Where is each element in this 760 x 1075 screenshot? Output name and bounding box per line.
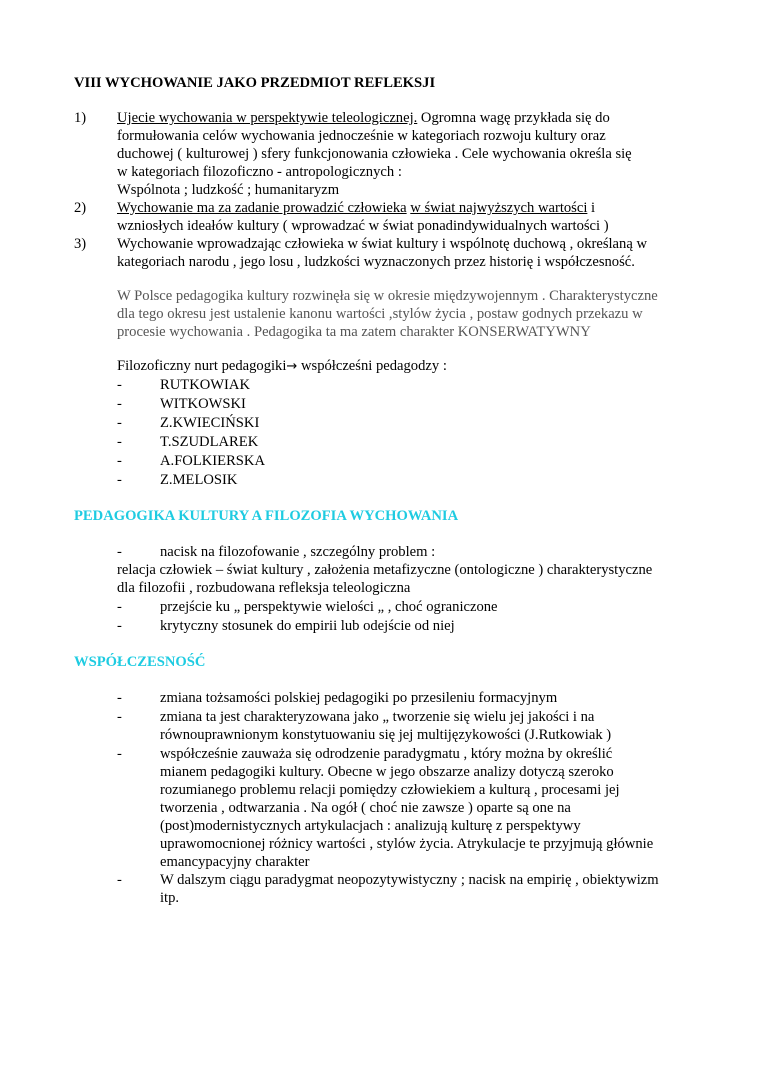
dash-bullet: - [117, 544, 122, 560]
section-title: WSPÓŁCZESNOŚĆ [74, 654, 206, 670]
pedagogue-name: A.FOLKIERSKA [160, 453, 265, 469]
bullet-text: współcześnie zauważa się odrodzenie paradygmatu , który można by określić [160, 746, 613, 762]
philosophy-intro [117, 357, 447, 376]
bullet-text: zmiana ta jest charakteryzowana jako „ tworzenie się wielu jej jakości i na [160, 709, 595, 725]
list-number: 2) [74, 200, 87, 216]
text-span: współcześni pedagodzy : [297, 358, 447, 374]
underlined-phrase: Ujecie wychowania w perspektywie teleologicznej. [117, 110, 418, 126]
text-span: i [587, 200, 596, 216]
list-item-line: w kategoriach filozoficzno - antropologicznych : [117, 164, 402, 180]
dash-bullet: - [117, 434, 122, 450]
paragraph-line: dla filozofii , rozbudowana refleksja teleologiczna [117, 580, 411, 596]
bullet-text: równouprawnionym konstytuowaniu się jej multijęzykowości (J.Rutkowiak ) [160, 727, 612, 743]
list-item-line [117, 199, 595, 217]
dash-bullet: - [117, 472, 122, 488]
bullet-text: zmiana tożsamości polskiej pedagogiki po przesileniu formacyjnym [160, 690, 558, 706]
pedagogue-name: WITKOWSKI [160, 396, 246, 412]
dash-bullet: - [117, 872, 122, 888]
bullet-text: W dalszym ciągu paradygmat neopozytywistyczny ; nacisk na empirię , obiektywizm [160, 872, 659, 888]
bullet-text: itp. [160, 890, 180, 906]
text-span: Filozoficzny nurt pedagogiki [117, 358, 287, 374]
dash-bullet: - [117, 453, 122, 469]
gray-paragraph-line: W Polsce pedagogika kultury rozwinęła się w okresie międzywojennym . Charakterystyczne [117, 288, 658, 304]
list-number: 3) [74, 236, 87, 252]
dash-bullet: - [117, 709, 122, 725]
bullet-text: mianem pedagogiki kultury. Obecne w jego obszarze analizy dotyczą szeroko [160, 764, 614, 780]
list-item-line: kategoriach narodu , jego losu , ludzkości wyznaczonych przez historię i współczesność. [117, 254, 635, 270]
section-title: PEDAGOGIKA KULTURY A FILOZOFIA WYCHOWANIA [74, 508, 459, 524]
list-item-line: wzniosłych ideałów kultury ( wprowadzać w świat ponadindywidualnych wartości ) [117, 218, 609, 234]
paragraph-line: relacja człowiek – świat kultury , założenia metafizyczne (ontologiczne ) charakterystyczne [117, 562, 653, 578]
chapter-heading: VIII WYCHOWANIE JAKO PRZEDMIOT REFLEKSJI [74, 75, 436, 91]
dash-bullet: - [117, 377, 122, 393]
underlined-phrase: w świat najwyższych wartości [410, 200, 588, 216]
gray-paragraph-line: procesie wychowania . Pedagogika ta ma zatem charakter KONSERWATYWNY [117, 324, 591, 340]
bullet-text: rozumianego problemu relacji pomiędzy człowiekiem a kulturą , procesami jej [160, 782, 620, 798]
bullet-text: nacisk na filozofowanie , szczególny problem : [160, 544, 436, 560]
dash-bullet: - [117, 690, 122, 706]
dash-bullet: - [117, 618, 122, 634]
pedagogue-name: RUTKOWIAK [160, 377, 250, 393]
dash-bullet: - [117, 415, 122, 431]
arrow-right-icon: → [286, 359, 298, 374]
bullet-text: uprawomocnionej różnicy wartości , stylów życia. Atrykulacje te przyjmują głównie [160, 836, 654, 852]
bullet-text: przejście ku „ perspektywie wielości „ , choć ograniczone [160, 599, 498, 615]
list-item-line: Wspólnota ; ludzkość ; humanitaryzm [117, 182, 340, 198]
dash-bullet: - [117, 746, 122, 762]
list-item-line [117, 109, 610, 127]
bullet-text: emancypacyjny charakter [160, 854, 310, 870]
list-item-line: formułowania celów wychowania jednocześnie w kategoriach rozwoju kultury oraz [117, 128, 606, 144]
pedagogue-name: Z.MELOSIK [160, 472, 238, 488]
underlined-phrase: Wychowanie ma za zadanie prowadzić człowieka [117, 200, 407, 216]
gray-paragraph-line: dla tego okresu jest ustalenie kanonu wartości ,stylów życia , postaw godnych przekazu w [117, 306, 643, 322]
pedagogue-name: Z.KWIECIŃSKI [160, 415, 260, 431]
list-item-line: duchowej ( kulturowej ) sfery funkcjonowania człowieka . Cele wychowania określa się [117, 146, 632, 162]
dash-bullet: - [117, 599, 122, 615]
bullet-text: tworzenia , odtwarzania . Na ogół ( choć nie zawsze ) oparte są one na [160, 800, 571, 816]
text-span: Ogromna wagę przykłada się do [417, 110, 610, 126]
pedagogue-name: T.SZUDLAREK [160, 434, 259, 450]
list-item-line: Wychowanie wprowadzając człowieka w świat kultury i wspólnotę duchową , określaną w [117, 236, 647, 252]
list-number: 1) [74, 110, 87, 126]
dash-bullet: - [117, 396, 122, 412]
bullet-text: (post)modernistycznych artykulacjach : analizują kulturę z perspektywy [160, 818, 581, 834]
bullet-text: krytyczny stosunek do empirii lub odejście od niej [160, 618, 455, 634]
